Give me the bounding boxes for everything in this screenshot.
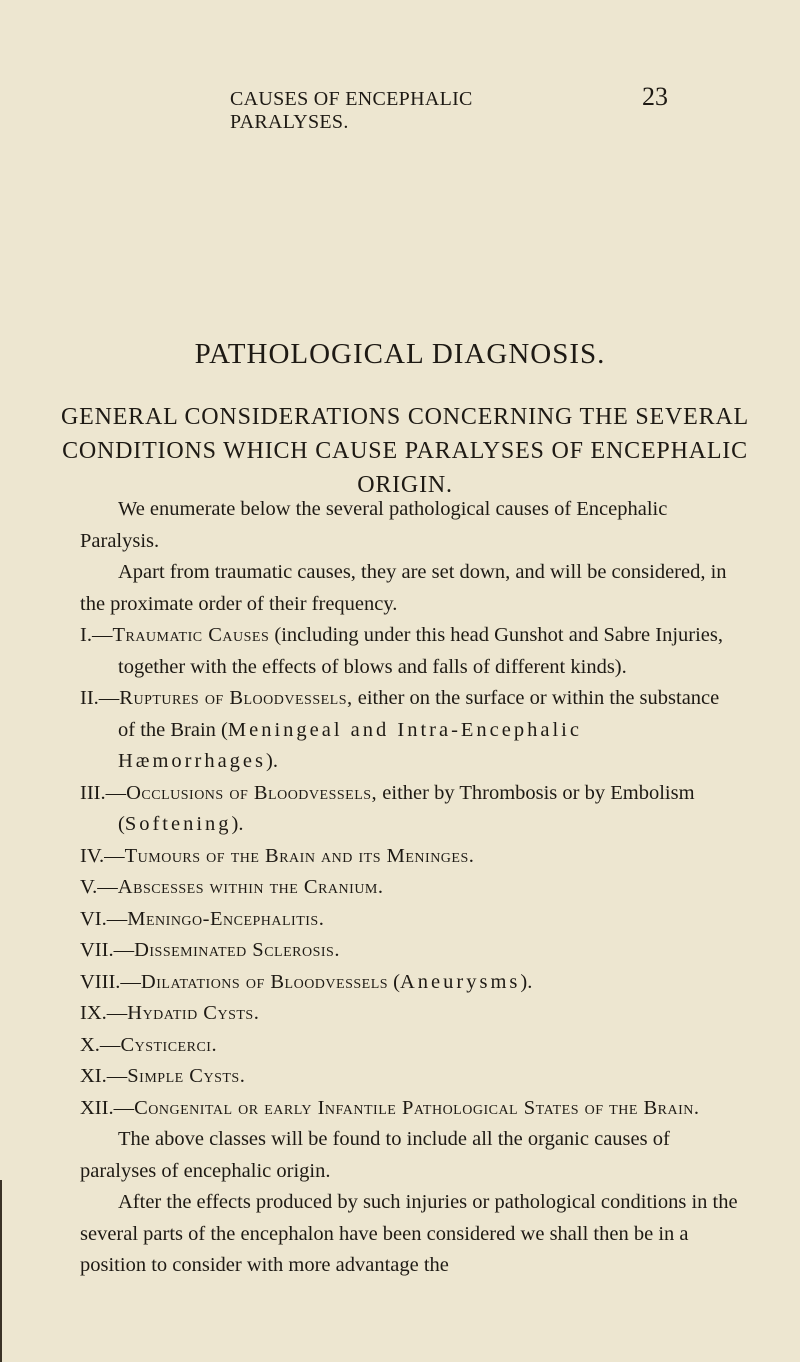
- list-item: [80, 841, 738, 873]
- item-number: I.—: [80, 624, 113, 646]
- list-item: [80, 998, 738, 1030]
- paragraph: After the effects produced by such injuries or pathological conditions in the several parts of the encephalon have been considered we shall then be in a position to consider with more advantage the: [80, 1191, 738, 1276]
- item-number: III.—: [80, 781, 127, 804]
- item-text: (: [388, 970, 400, 993]
- running-head: CAUSES OF ENCEPHALIC PARALYSES.: [230, 88, 473, 133]
- item-heading: Meningo-Encephalitis.: [127, 907, 325, 930]
- body-text: [80, 494, 738, 1282]
- list-item: [80, 683, 738, 778]
- item-number: VII.—: [80, 939, 135, 961]
- chapter-subtitle: GENERAL CONSIDERATIONS CONCERNING THE SEVERAL CONDITIONS WHICH CAUSE PARALYSES OF ENCEPHALIC ORIGIN.: [61, 404, 749, 498]
- list-item: [80, 967, 738, 999]
- list-item: [80, 778, 738, 841]
- item-tail: ).: [520, 970, 533, 993]
- list-item: [80, 935, 738, 967]
- item-heading: Traumatic Causes: [112, 624, 270, 646]
- item-text: either by Thrombosis or by Embolism (: [118, 781, 695, 835]
- item-tail: ).: [231, 813, 244, 835]
- item-spaced-text: Meningeal and Intra-Encephalic Hæmorrhages: [118, 718, 582, 772]
- chapter-title: PATHOLOGICAL DIAGNOSIS.: [194, 338, 606, 370]
- item-heading: Occlusions of Bloodvessels,: [126, 781, 378, 804]
- item-number: VI.—: [80, 907, 128, 930]
- item-text: (including under this head Gunshot and Sabre Injuries, together with the effects of blows and falls of different kinds).: [118, 624, 724, 678]
- item-heading: Cysticerci.: [120, 1033, 218, 1056]
- list-item: [80, 1030, 738, 1062]
- page-number: 23: [642, 82, 668, 111]
- page-edge-line: [0, 1180, 2, 1362]
- item-heading: Ruptures of Bloodvessels,: [119, 687, 353, 709]
- item-heading: Simple Cysts.: [127, 1065, 246, 1087]
- item-spaced-text: Softening: [124, 813, 232, 835]
- item-text: either on the surface or within the substance of the Brain (: [118, 687, 720, 741]
- item-number: XI.—: [80, 1065, 128, 1087]
- item-number: XII.—: [80, 1096, 135, 1119]
- item-spaced-text: Aneurysms: [400, 970, 521, 993]
- item-number: II.—: [80, 687, 120, 709]
- item-heading: Abscesses within the Cranium.: [117, 876, 384, 898]
- item-heading: Tumours of the Brain and its Meninges.: [124, 844, 475, 867]
- list-item: [80, 1061, 738, 1093]
- paragraph: We enumerate below the several pathological causes of Encephalic Paralysis.: [80, 498, 668, 552]
- item-tail: ).: [266, 750, 278, 772]
- paragraph: The above classes will be found to include all the organic causes of paralyses of encephalic origin.: [80, 1128, 670, 1182]
- item-number: VIII.—: [80, 970, 141, 993]
- list-item: [80, 1093, 738, 1125]
- item-heading: Hydatid Cysts.: [127, 1002, 260, 1024]
- item-number: IX.—: [80, 1002, 128, 1024]
- paragraph: Apart from traumatic causes, they are set down, and will be considered, in the proximate order of their frequency.: [80, 561, 727, 615]
- list-item: [80, 620, 738, 683]
- item-number: IV.—: [80, 844, 125, 867]
- item-heading: Dilatations of Bloodvessels: [140, 970, 389, 993]
- item-number: V.—: [80, 876, 118, 898]
- item-heading: Congenital or early Infantile Pathological States of the Brain.: [134, 1096, 700, 1119]
- list-item: [80, 872, 738, 904]
- list-item: [80, 904, 738, 936]
- item-heading: Disseminated Sclerosis.: [134, 939, 340, 961]
- item-number: X.—: [80, 1033, 121, 1056]
